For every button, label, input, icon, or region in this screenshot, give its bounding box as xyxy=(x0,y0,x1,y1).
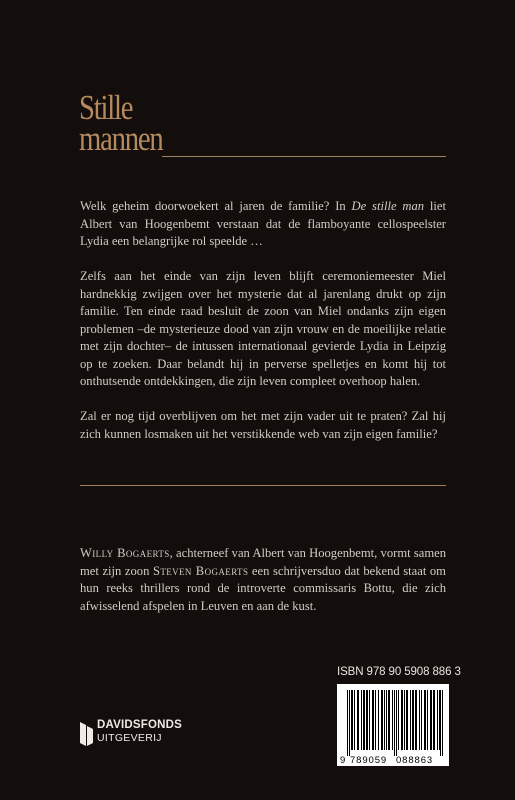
barcode-bar xyxy=(375,690,376,750)
bio-text-a: , achterneef van Albert van Hoogenbemt, vormt samen met zijn zoon xyxy=(80,546,446,578)
barcode xyxy=(337,684,449,766)
barcode-bar xyxy=(347,690,348,756)
blurb-p1-text-b: liet Albert van Hoogenbemt verstaan dat de flamboyante cellospeelster Lydia een belangrijke rol speelde … xyxy=(80,199,446,248)
barcode-digits-right: 088863 xyxy=(396,755,434,766)
barcode-bar xyxy=(386,690,387,750)
barcode-bar xyxy=(437,690,438,750)
title-line-2: mannen xyxy=(79,119,163,158)
barcode-bar xyxy=(431,690,432,750)
barcode-bar xyxy=(407,690,408,750)
barcode-bar xyxy=(427,690,428,750)
barcode-bar xyxy=(440,690,441,756)
barcode-bar xyxy=(358,690,359,750)
barcode-graphic xyxy=(337,684,449,766)
barcode-bar xyxy=(419,690,420,750)
barcode-bar xyxy=(433,690,434,750)
title-line-1: Stille xyxy=(79,88,133,127)
blurb-paragraph-3: Zal er nog tijd overblijven om het met zijn vader uit te praten? Zal hij zich kunnen losmaken uit het verstikkende web van zijn eigen familie? xyxy=(80,409,446,441)
author-name-2: Steven Bogaerts xyxy=(152,563,249,578)
blurb xyxy=(80,198,446,461)
barcode-digits-left: 789059 xyxy=(350,755,388,766)
book-title xyxy=(79,88,163,158)
barcode-bar xyxy=(404,690,405,750)
barcode-bar xyxy=(394,690,395,756)
barcode-bar xyxy=(372,690,373,750)
barcode-bar xyxy=(351,690,352,750)
publisher-subtitle: UITGEVERIJ xyxy=(97,732,162,744)
barcode-bar xyxy=(396,690,397,756)
barcode-bar xyxy=(352,690,353,750)
barcode-bar xyxy=(363,690,364,750)
barcode-bar xyxy=(416,690,417,750)
bio-text-b: een schrijversduo dat bekend staat om hun reeks thrillers rond de introverte commissaris Bottu, die zich afwisselend afspelen in Leuven en aan de kust. xyxy=(80,563,446,613)
barcode-bar xyxy=(421,690,422,750)
blurb-p1-text-a: Welk geheim doorwoekert al jaren de familie? In xyxy=(80,199,352,213)
barcode-bar xyxy=(410,690,411,750)
barcode-bar xyxy=(369,690,370,750)
barcode-bar xyxy=(349,690,350,756)
barcode-bar xyxy=(384,690,385,750)
isbn-label: ISBN 978 90 5908 886 3 xyxy=(337,666,461,678)
barcode-bar xyxy=(402,690,403,750)
title-divider xyxy=(162,156,446,157)
barcode-bar xyxy=(389,690,390,750)
barcode-bar xyxy=(398,690,399,750)
barcode-bar xyxy=(381,690,382,750)
blurb-paragraph-1 xyxy=(80,198,446,251)
barcode-digit-first: 9 xyxy=(340,755,346,766)
barcode-bar xyxy=(442,690,443,756)
barcode-bar xyxy=(430,690,431,750)
author-name-1: Willy Bogaerts xyxy=(80,546,170,560)
barcode-bar xyxy=(413,690,414,750)
barcode-bar xyxy=(392,690,393,750)
barcode-bar xyxy=(382,690,383,750)
barcode-bar xyxy=(388,690,389,750)
barcode-bar xyxy=(425,690,426,750)
section-divider xyxy=(80,485,446,486)
blurb-paragraph-2: Zelfs aan het einde van zijn leven blijft ceremoniemeester Miel hardnekkig zwijgen over het mysterie dat al jarenlang drukt op zijn familie. Ten einde raad besluit de zoon van Miel ondanks zijn eigen problemen –de mysterieuze dood van zijn vrouw en de moeilijke relatie met zijn dochter– de intussen internationaal gevierde Lydia in Leipzig op te zoeken. Daar belandt hij in perverse spelletjes en komt hij tot onthutsende ontdekkingen, die zijn leven compleet overhoop halen. xyxy=(80,269,446,388)
author-bio xyxy=(80,545,446,615)
publisher-logo xyxy=(80,719,200,753)
barcode-bar xyxy=(361,690,362,750)
barcode-bar xyxy=(434,690,435,750)
blurb-p1-book-reference: De stille man xyxy=(351,199,425,213)
barcode-bar xyxy=(401,690,402,750)
barcode-bar xyxy=(406,690,407,750)
barcode-bar xyxy=(357,690,358,750)
barcode-bar xyxy=(424,690,425,750)
barcode-bar xyxy=(366,690,367,750)
barcode-bar xyxy=(354,690,355,750)
barcode-bar xyxy=(367,690,368,750)
publisher-name: DAVIDSFONDS xyxy=(97,719,183,731)
davidsfonds-logo-icon xyxy=(80,722,94,746)
barcode-bar xyxy=(439,690,440,750)
barcode-bar xyxy=(412,690,413,750)
barcode-bar xyxy=(364,690,365,750)
barcode-bar xyxy=(378,690,379,750)
barcode-bar xyxy=(373,690,374,750)
barcode-bar xyxy=(415,690,416,750)
